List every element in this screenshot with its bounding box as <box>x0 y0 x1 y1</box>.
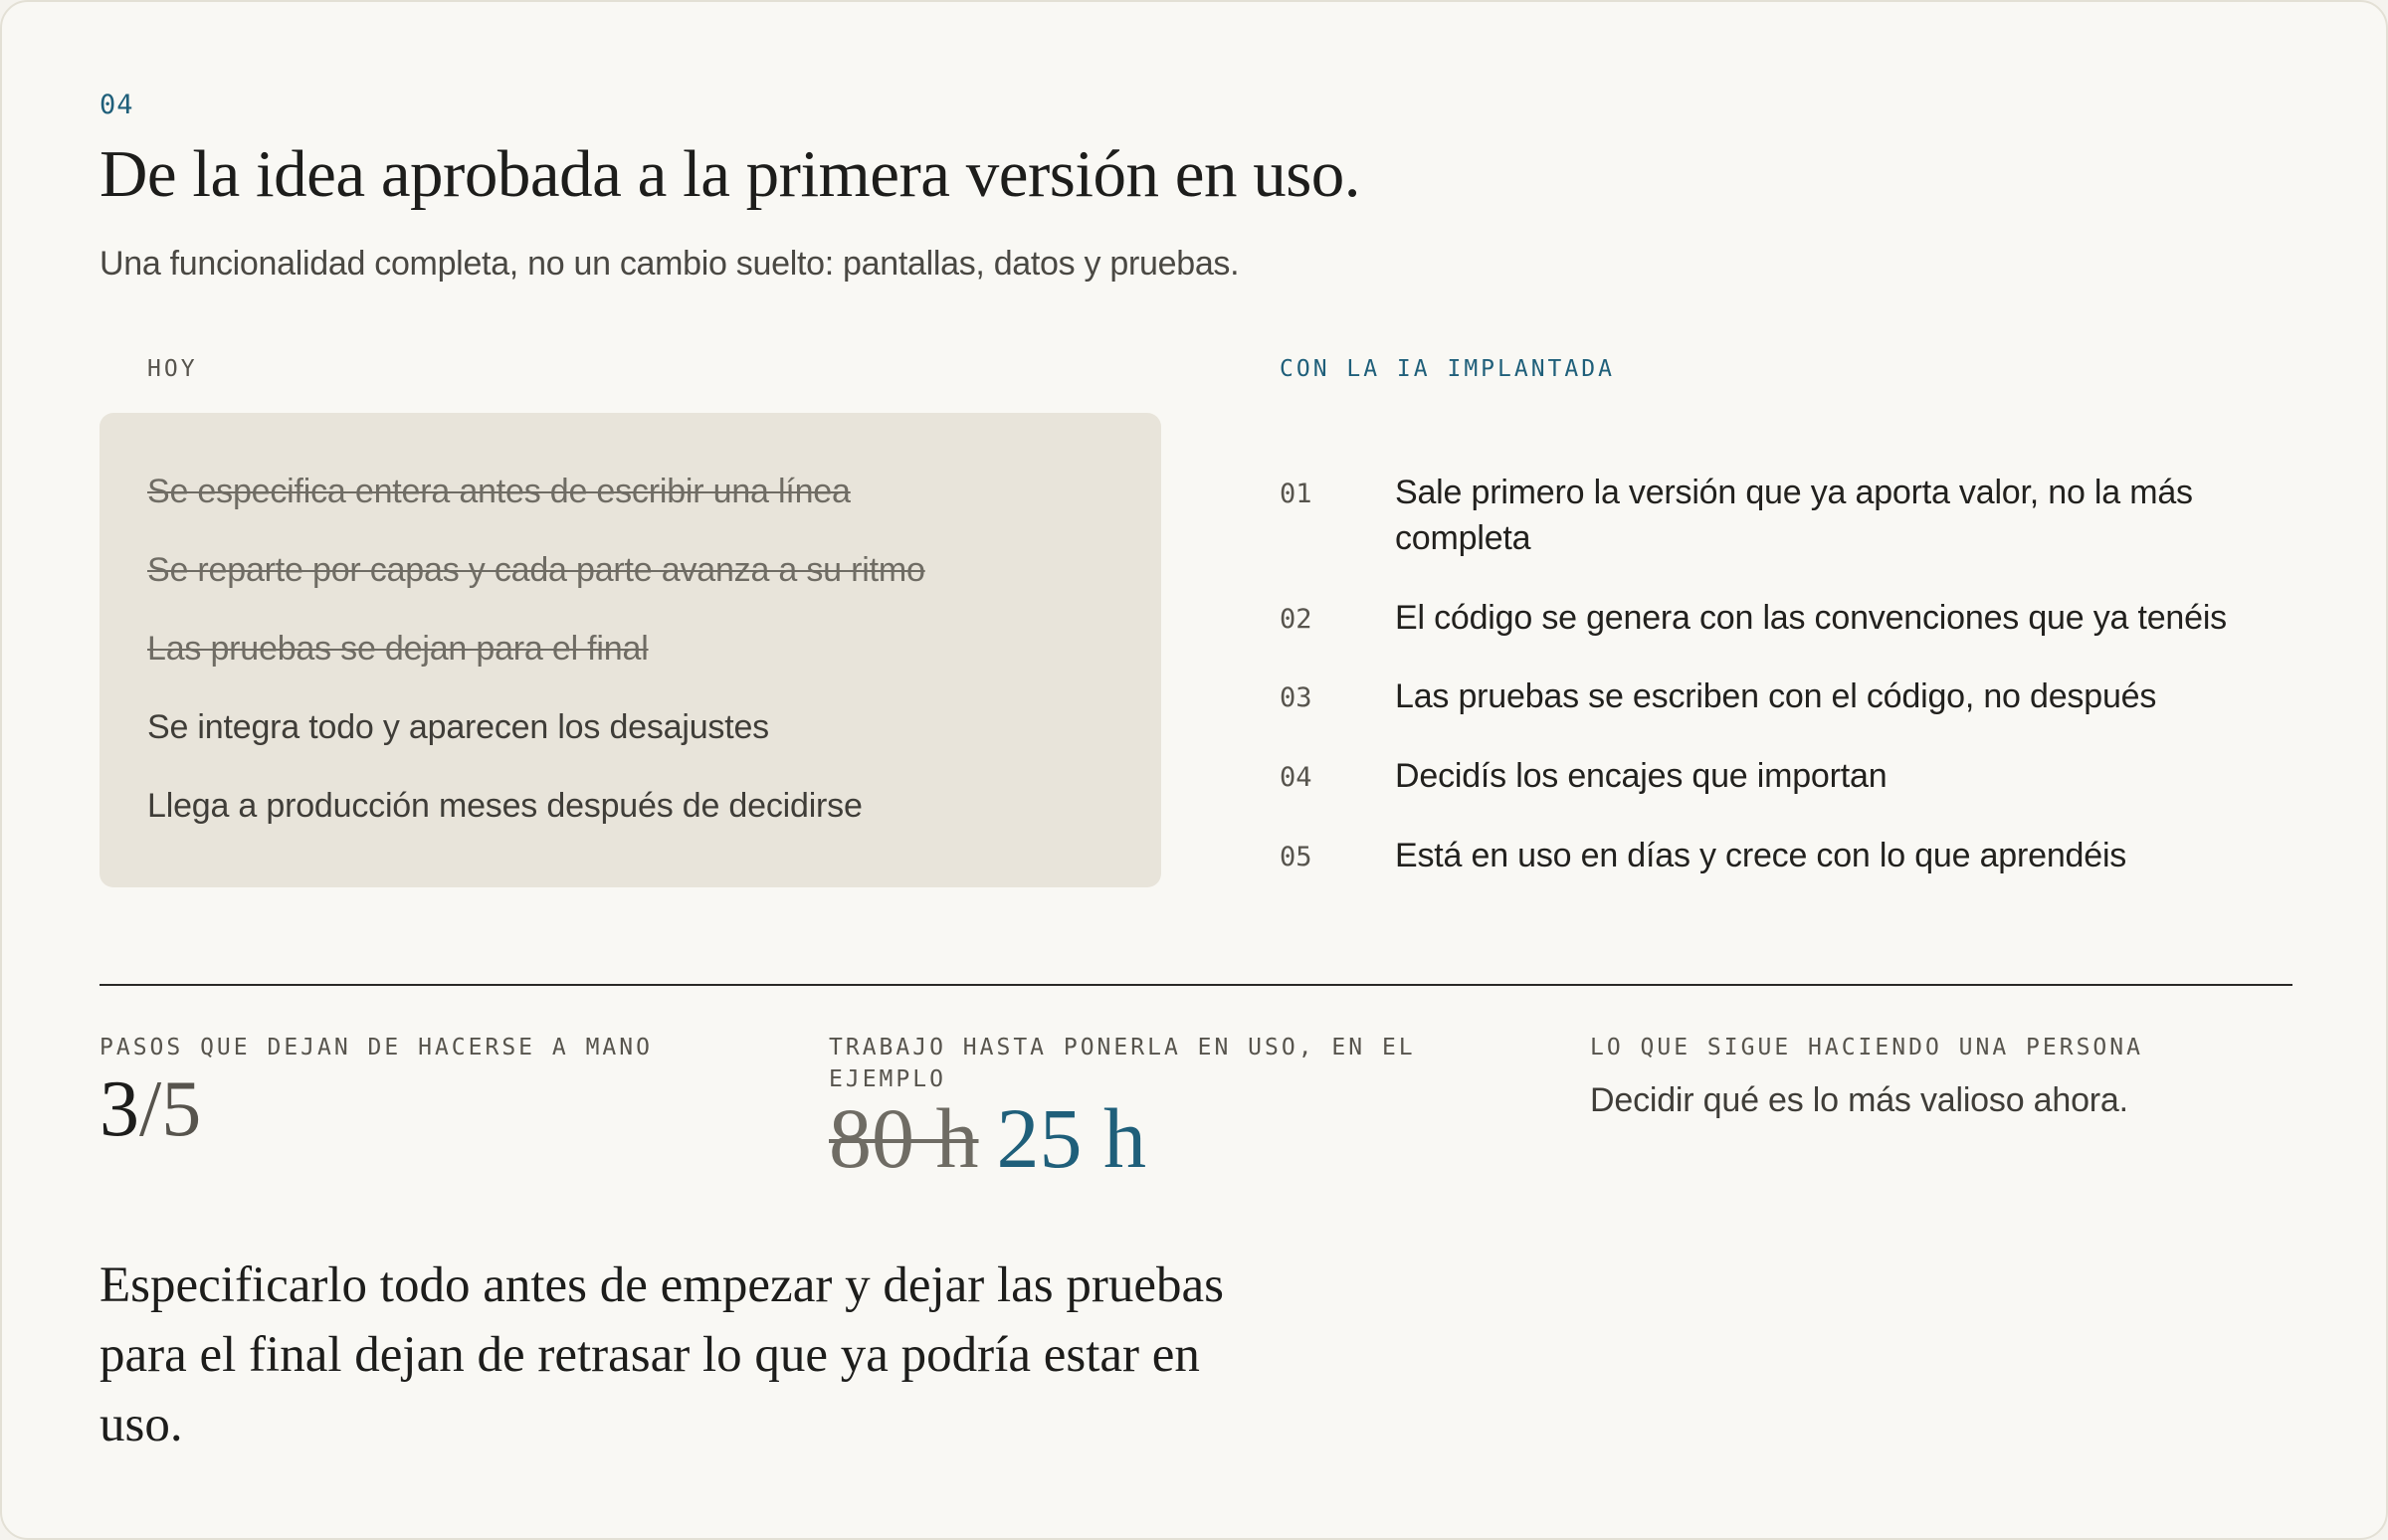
work-time-label: TRABAJO HASTA PONERLA EN USO, EN EL EJEMPLO <box>829 1035 1416 1092</box>
work-time-value <box>829 1088 1146 1188</box>
manual-steps-denominator: 5 <box>161 1065 202 1153</box>
today-item: Se integra todo y aparecen los desajustes <box>147 708 769 746</box>
manual-steps-numerator: 3 <box>100 1065 139 1153</box>
manual-steps-value <box>100 1064 201 1155</box>
step-text: Sale primero la versión que ya aporta valor, no la más completa <box>1395 474 2193 557</box>
today-item: Llega a producción meses después de decidirse <box>147 787 863 825</box>
work-time-after: 25 h <box>996 1090 1146 1186</box>
step-text: Está en uso en días y crece con lo que aprendéis <box>1395 837 2127 874</box>
step-number: 05 <box>1280 842 1312 872</box>
ai-column-label: CON LA IA IMPLANTADA <box>1280 356 1615 382</box>
manual-steps-label: PASOS QUE DEJAN DE HACERSE A MANO <box>100 1035 653 1060</box>
closing-statement: Especificarlo todo antes de empezar y dejar las pruebas para el final dejan de retrasar lo que ya podría estar en uso. <box>100 1257 1224 1452</box>
human-role-label: LO QUE SIGUE HACIENDO UNA PERSONA <box>1590 1035 2143 1060</box>
step-number: 01 <box>1280 479 1312 509</box>
step-number: 04 <box>1280 762 1312 793</box>
section-number: 04 <box>100 90 134 120</box>
today-item: Se reparte por capas y cada parte avanza a su ritmo <box>147 551 925 589</box>
step-text: Decidís los encajes que importan <box>1395 757 1888 795</box>
step-text: El código se genera con las convenciones que ya tenéis <box>1395 599 2227 637</box>
step-number: 02 <box>1280 604 1312 635</box>
today-item: Las pruebas se dejan para el final <box>147 630 649 668</box>
today-item: Se especifica entera antes de escribir una línea <box>147 473 851 510</box>
step-text: Las pruebas se escriben con el código, no después <box>1395 677 2157 715</box>
page-title: De la idea aprobada a la primera versión en uso. <box>100 137 1361 211</box>
page-subtitle: Una funcionalidad completa, no un cambio suelto: pantallas, datos y pruebas. <box>100 245 1240 283</box>
work-time-before: 80 h <box>829 1090 979 1186</box>
human-role-value: Decidir qué es lo más valioso ahora. <box>1590 1081 2128 1119</box>
today-column-label: HOY <box>147 356 198 382</box>
step-number: 03 <box>1280 682 1312 713</box>
manual-steps-separator: / <box>139 1065 162 1153</box>
section-divider <box>100 984 2292 986</box>
